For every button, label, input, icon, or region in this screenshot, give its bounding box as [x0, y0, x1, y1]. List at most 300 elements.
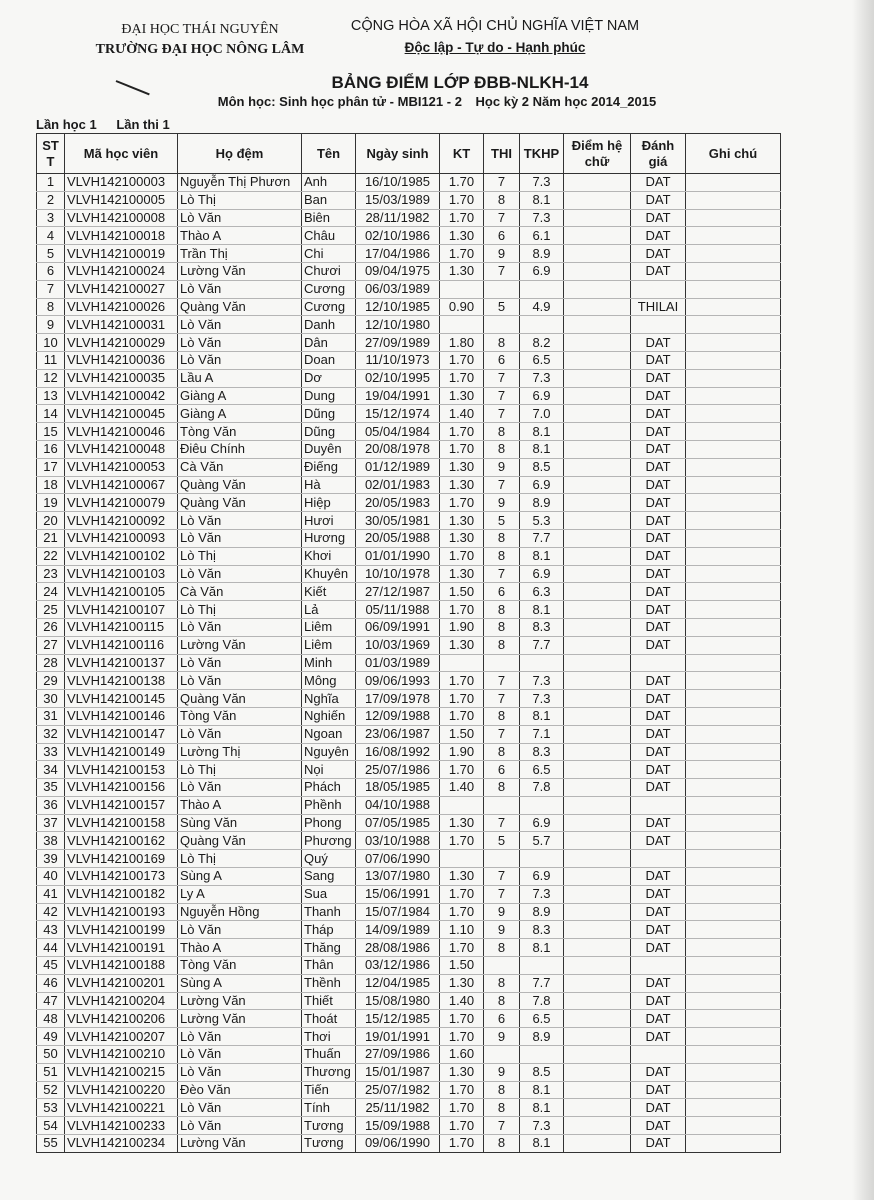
first-name-cell: Phương: [302, 832, 356, 850]
national-header: [340, 16, 650, 58]
final-score-cell: 7.3: [520, 369, 564, 387]
first-name-cell: Dũng: [302, 423, 356, 441]
kt-score-cell: 1.30: [440, 814, 484, 832]
student-id-cell: VLVH142100210: [65, 1046, 178, 1064]
final-score-cell: 8.5: [520, 1063, 564, 1081]
kt-score-cell: 1.30: [440, 1063, 484, 1081]
letter-grade-cell: [564, 494, 631, 512]
first-name-cell: Minh: [302, 654, 356, 672]
student-id-cell: VLVH142100234: [65, 1135, 178, 1153]
kt-score-cell: [440, 796, 484, 814]
letter-grade-cell: [564, 1028, 631, 1046]
evaluation-cell: DAT: [631, 245, 686, 263]
letter-grade-cell: [564, 850, 631, 868]
birth-date-cell: 13/07/1980: [356, 868, 440, 886]
table-row: [37, 618, 781, 636]
row-number-cell: 39: [37, 850, 65, 868]
first-name-cell: Dơ: [302, 369, 356, 387]
table-row: [37, 921, 781, 939]
final-score-cell: 4.9: [520, 298, 564, 316]
student-id-cell: VLVH142100107: [65, 601, 178, 619]
middle-name-cell: Lò Văn: [178, 654, 302, 672]
table-row: [37, 316, 781, 334]
evaluation-cell: DAT: [631, 992, 686, 1010]
evaluation-cell: [631, 654, 686, 672]
middle-name-cell: Lò Văn: [178, 1063, 302, 1081]
birth-date-cell: 25/11/1982: [356, 1099, 440, 1117]
kt-score-cell: [440, 850, 484, 868]
final-score-cell: 8.1: [520, 707, 564, 725]
final-score-cell: 8.3: [520, 921, 564, 939]
kt-score-cell: 1.70: [440, 369, 484, 387]
note-cell: [686, 868, 781, 886]
student-id-cell: VLVH142100158: [65, 814, 178, 832]
note-cell: [686, 761, 781, 779]
evaluation-cell: DAT: [631, 387, 686, 405]
kt-score-cell: 1.70: [440, 245, 484, 263]
student-id-cell: VLVH142100102: [65, 547, 178, 565]
row-number-cell: 13: [37, 387, 65, 405]
table-row: [37, 1028, 781, 1046]
middle-name-cell: Lường Văn: [178, 636, 302, 654]
exam-score-cell: 7: [484, 387, 520, 405]
row-number-cell: 12: [37, 369, 65, 387]
exam-score-cell: 5: [484, 512, 520, 530]
evaluation-cell: DAT: [631, 191, 686, 209]
note-cell: [686, 903, 781, 921]
exam-score-cell: 6: [484, 583, 520, 601]
first-name-cell: Khơi: [302, 547, 356, 565]
birth-date-cell: 20/08/1978: [356, 440, 440, 458]
middle-name-cell: Sùng A: [178, 868, 302, 886]
exam-score-cell: 7: [484, 868, 520, 886]
exam-score-cell: 8: [484, 636, 520, 654]
table-row: [37, 743, 781, 761]
kt-score-cell: 1.30: [440, 458, 484, 476]
table-row: [37, 814, 781, 832]
table-row: [37, 298, 781, 316]
table-row: [37, 583, 781, 601]
evaluation-cell: DAT: [631, 334, 686, 352]
row-number-cell: 53: [37, 1099, 65, 1117]
table-row: [37, 992, 781, 1010]
note-cell: [686, 618, 781, 636]
table-row: [37, 174, 781, 192]
evaluation-cell: DAT: [631, 1081, 686, 1099]
note-cell: [686, 351, 781, 369]
row-number-cell: 51: [37, 1063, 65, 1081]
exam-score-cell: [484, 850, 520, 868]
birth-date-cell: 18/05/1985: [356, 779, 440, 797]
table-row: [37, 227, 781, 245]
kt-score-cell: 1.70: [440, 672, 484, 690]
middle-name-cell: Thào A: [178, 939, 302, 957]
birth-date-cell: 02/10/1995: [356, 369, 440, 387]
row-number-cell: 37: [37, 814, 65, 832]
evaluation-cell: DAT: [631, 761, 686, 779]
middle-name-cell: Quàng Văn: [178, 476, 302, 494]
row-number-cell: 47: [37, 992, 65, 1010]
birth-date-cell: 12/10/1985: [356, 298, 440, 316]
evaluation-cell: DAT: [631, 209, 686, 227]
exam-score-cell: [484, 654, 520, 672]
table-row: [37, 369, 781, 387]
student-id-cell: VLVH142100156: [65, 779, 178, 797]
table-row: [37, 1117, 781, 1135]
note-cell: [686, 1063, 781, 1081]
row-number-cell: 21: [37, 529, 65, 547]
kt-score-cell: 1.70: [440, 1135, 484, 1153]
column-header: Ngày sinh: [356, 134, 440, 174]
student-id-cell: VLVH142100046: [65, 423, 178, 441]
evaluation-cell: DAT: [631, 583, 686, 601]
middle-name-cell: Lò Văn: [178, 280, 302, 298]
row-number-cell: 1: [37, 174, 65, 192]
exam-score-cell: 7: [484, 725, 520, 743]
birth-date-cell: 15/06/1991: [356, 885, 440, 903]
evaluation-cell: [631, 796, 686, 814]
table-row: [37, 903, 781, 921]
middle-name-cell: Lò Văn: [178, 725, 302, 743]
final-score-cell: 8.9: [520, 1028, 564, 1046]
note-cell: [686, 547, 781, 565]
note-cell: [686, 262, 781, 280]
birth-date-cell: 10/10/1978: [356, 565, 440, 583]
evaluation-cell: DAT: [631, 1099, 686, 1117]
student-id-cell: VLVH142100221: [65, 1099, 178, 1117]
first-name-cell: Điếng: [302, 458, 356, 476]
row-number-cell: 52: [37, 1081, 65, 1099]
note-cell: [686, 334, 781, 352]
student-id-cell: VLVH142100042: [65, 387, 178, 405]
birth-date-cell: 12/10/1980: [356, 316, 440, 334]
student-id-cell: VLVH142100147: [65, 725, 178, 743]
letter-grade-cell: [564, 601, 631, 619]
letter-grade-cell: [564, 636, 631, 654]
row-number-cell: 33: [37, 743, 65, 761]
page-title: BẢNG ĐIỂM LỚP ĐBB-NLKH-14: [331, 73, 589, 92]
first-name-cell: Doan: [302, 351, 356, 369]
evaluation-cell: DAT: [631, 1117, 686, 1135]
kt-score-cell: 1.80: [440, 334, 484, 352]
final-score-cell: 8.9: [520, 494, 564, 512]
exam-score-cell: 8: [484, 529, 520, 547]
first-name-cell: Tiến: [302, 1081, 356, 1099]
note-cell: [686, 369, 781, 387]
row-number-cell: 38: [37, 832, 65, 850]
row-number-cell: 54: [37, 1117, 65, 1135]
final-score-cell: 6.9: [520, 387, 564, 405]
exam-score-cell: 7: [484, 369, 520, 387]
row-number-cell: 27: [37, 636, 65, 654]
kt-score-cell: 1.10: [440, 921, 484, 939]
middle-name-cell: Ly A: [178, 885, 302, 903]
note-cell: [686, 1046, 781, 1064]
student-id-cell: VLVH142100031: [65, 316, 178, 334]
letter-grade-cell: [564, 761, 631, 779]
final-score-cell: 7.7: [520, 974, 564, 992]
exam-score-cell: 6: [484, 761, 520, 779]
column-header: Điểm hệ chữ: [564, 134, 631, 174]
final-score-cell: 7.0: [520, 405, 564, 423]
exam-score-cell: [484, 796, 520, 814]
kt-score-cell: 1.70: [440, 494, 484, 512]
exam-score-cell: 9: [484, 458, 520, 476]
row-number-cell: 8: [37, 298, 65, 316]
middle-name-cell: Lường Văn: [178, 1135, 302, 1153]
final-score-cell: 8.5: [520, 458, 564, 476]
evaluation-cell: DAT: [631, 405, 686, 423]
middle-name-cell: Lò Văn: [178, 779, 302, 797]
table-row: [37, 405, 781, 423]
kt-score-cell: 1.30: [440, 636, 484, 654]
middle-name-cell: Điêu Chính: [178, 440, 302, 458]
birth-date-cell: 14/09/1989: [356, 921, 440, 939]
study-attempt: Lần học 1: [36, 117, 97, 132]
first-name-cell: Ban: [302, 191, 356, 209]
note-cell: [686, 476, 781, 494]
first-name-cell: Liêm: [302, 636, 356, 654]
final-score-cell: 7.3: [520, 209, 564, 227]
final-score-cell: 6.1: [520, 227, 564, 245]
evaluation-cell: DAT: [631, 885, 686, 903]
first-name-cell: Thanh: [302, 903, 356, 921]
middle-name-cell: Lò Thị: [178, 850, 302, 868]
birth-date-cell: 27/09/1986: [356, 1046, 440, 1064]
first-name-cell: Tháp: [302, 921, 356, 939]
university-name: ĐẠI HỌC THÁI NGUYÊN: [121, 22, 279, 37]
exam-score-cell: 9: [484, 1063, 520, 1081]
birth-date-cell: 15/01/1987: [356, 1063, 440, 1081]
table-row: [37, 1135, 781, 1153]
letter-grade-cell: [564, 1010, 631, 1028]
table-row: [37, 423, 781, 441]
birth-date-cell: 19/04/1991: [356, 387, 440, 405]
kt-score-cell: 1.70: [440, 1099, 484, 1117]
evaluation-cell: [631, 957, 686, 975]
exam-score-cell: 5: [484, 298, 520, 316]
letter-grade-cell: [564, 458, 631, 476]
kt-score-cell: 1.70: [440, 1117, 484, 1135]
letter-grade-cell: [564, 992, 631, 1010]
final-score-cell: 7.3: [520, 690, 564, 708]
middle-name-cell: Sùng Văn: [178, 814, 302, 832]
first-name-cell: Liêm: [302, 618, 356, 636]
student-id-cell: VLVH142100003: [65, 174, 178, 192]
note-cell: [686, 458, 781, 476]
evaluation-cell: DAT: [631, 743, 686, 761]
final-score-cell: 7.7: [520, 636, 564, 654]
student-id-cell: VLVH142100201: [65, 974, 178, 992]
row-number-cell: 28: [37, 654, 65, 672]
table-row: [37, 440, 781, 458]
birth-date-cell: 25/07/1986: [356, 761, 440, 779]
evaluation-cell: DAT: [631, 921, 686, 939]
middle-name-cell: Lò Thị: [178, 601, 302, 619]
note-cell: [686, 814, 781, 832]
student-id-cell: VLVH142100029: [65, 334, 178, 352]
row-number-cell: 48: [37, 1010, 65, 1028]
note-cell: [686, 316, 781, 334]
exam-score-cell: 8: [484, 618, 520, 636]
row-number-cell: 16: [37, 440, 65, 458]
final-score-cell: 7.8: [520, 779, 564, 797]
final-score-cell: 6.9: [520, 814, 564, 832]
column-header: Tên: [302, 134, 356, 174]
row-number-cell: 7: [37, 280, 65, 298]
kt-score-cell: 1.40: [440, 779, 484, 797]
exam-score-cell: 7: [484, 1117, 520, 1135]
first-name-cell: Sang: [302, 868, 356, 886]
kt-score-cell: 1.70: [440, 423, 484, 441]
letter-grade-cell: [564, 1063, 631, 1081]
table-row: [37, 832, 781, 850]
middle-name-cell: Lò Văn: [178, 1046, 302, 1064]
middle-name-cell: Lò Văn: [178, 529, 302, 547]
row-number-cell: 45: [37, 957, 65, 975]
table-row: [37, 672, 781, 690]
note-cell: [686, 885, 781, 903]
birth-date-cell: 16/08/1992: [356, 743, 440, 761]
middle-name-cell: Đèo Văn: [178, 1081, 302, 1099]
row-number-cell: 24: [37, 583, 65, 601]
student-id-cell: VLVH142100153: [65, 761, 178, 779]
row-number-cell: 11: [37, 351, 65, 369]
kt-score-cell: 1.30: [440, 512, 484, 530]
table-row: [37, 494, 781, 512]
middle-name-cell: Thào A: [178, 227, 302, 245]
final-score-cell: 5.7: [520, 832, 564, 850]
student-id-cell: VLVH142100026: [65, 298, 178, 316]
evaluation-cell: DAT: [631, 725, 686, 743]
student-id-cell: VLVH142100018: [65, 227, 178, 245]
birth-date-cell: 15/08/1980: [356, 992, 440, 1010]
exam-attempt: Lần thi 1: [116, 117, 170, 132]
letter-grade-cell: [564, 690, 631, 708]
table-row: [37, 245, 781, 263]
middle-name-cell: Lò Văn: [178, 1117, 302, 1135]
note-cell: [686, 174, 781, 192]
first-name-cell: Tương: [302, 1117, 356, 1135]
evaluation-cell: DAT: [631, 601, 686, 619]
final-score-cell: 7.3: [520, 1117, 564, 1135]
letter-grade-cell: [564, 209, 631, 227]
middle-name-cell: Lò Văn: [178, 316, 302, 334]
evaluation-cell: DAT: [631, 423, 686, 441]
table-row: [37, 1099, 781, 1117]
table-row: [37, 1081, 781, 1099]
evaluation-cell: DAT: [631, 832, 686, 850]
final-score-cell: 8.1: [520, 1081, 564, 1099]
letter-grade-cell: [564, 387, 631, 405]
note-cell: [686, 1099, 781, 1117]
kt-score-cell: 1.30: [440, 565, 484, 583]
student-id-cell: VLVH142100036: [65, 351, 178, 369]
note-cell: [686, 672, 781, 690]
birth-date-cell: 02/01/1983: [356, 476, 440, 494]
note-cell: [686, 1028, 781, 1046]
student-id-cell: VLVH142100027: [65, 280, 178, 298]
note-cell: [686, 636, 781, 654]
exam-score-cell: 8: [484, 547, 520, 565]
student-id-cell: VLVH142100204: [65, 992, 178, 1010]
row-number-cell: 5: [37, 245, 65, 263]
student-id-cell: VLVH142100188: [65, 957, 178, 975]
note-cell: [686, 743, 781, 761]
note-cell: [686, 1135, 781, 1153]
page-edge-shadow: [852, 0, 874, 1200]
column-header: Mã học viên: [65, 134, 178, 174]
exam-score-cell: 8: [484, 974, 520, 992]
middle-name-cell: Cà Văn: [178, 583, 302, 601]
exam-score-cell: 9: [484, 245, 520, 263]
final-score-cell: 7.3: [520, 174, 564, 192]
exam-score-cell: 7: [484, 814, 520, 832]
evaluation-cell: DAT: [631, 351, 686, 369]
row-number-cell: 42: [37, 903, 65, 921]
final-score-cell: 5.3: [520, 512, 564, 530]
first-name-cell: Cương: [302, 280, 356, 298]
table-row: [37, 547, 781, 565]
note-cell: [686, 209, 781, 227]
final-score-cell: 6.5: [520, 351, 564, 369]
letter-grade-cell: [564, 796, 631, 814]
student-id-cell: VLVH142100138: [65, 672, 178, 690]
exam-score-cell: 9: [484, 921, 520, 939]
row-number-cell: 31: [37, 707, 65, 725]
middle-name-cell: Thào A: [178, 796, 302, 814]
note-cell: [686, 992, 781, 1010]
letter-grade-cell: [564, 885, 631, 903]
term-label: Học kỳ 2 Năm học 2014_2015: [475, 94, 657, 109]
final-score-cell: [520, 850, 564, 868]
student-id-cell: VLVH142100035: [65, 369, 178, 387]
letter-grade-cell: [564, 939, 631, 957]
first-name-cell: Biên: [302, 209, 356, 227]
middle-name-cell: Lò Thị: [178, 761, 302, 779]
exam-score-cell: 6: [484, 351, 520, 369]
evaluation-cell: DAT: [631, 672, 686, 690]
kt-score-cell: 1.70: [440, 1028, 484, 1046]
kt-score-cell: 1.30: [440, 868, 484, 886]
birth-date-cell: 01/01/1990: [356, 547, 440, 565]
row-number-cell: 17: [37, 458, 65, 476]
letter-grade-cell: [564, 868, 631, 886]
grades-table: [36, 133, 781, 1153]
letter-grade-cell: [564, 512, 631, 530]
evaluation-cell: DAT: [631, 1028, 686, 1046]
final-score-cell: 8.1: [520, 601, 564, 619]
row-number-cell: 35: [37, 779, 65, 797]
institution-header: [60, 20, 340, 60]
evaluation-cell: DAT: [631, 1010, 686, 1028]
exam-score-cell: 8: [484, 601, 520, 619]
note-cell: [686, 494, 781, 512]
exam-score-cell: 7: [484, 174, 520, 192]
subject-line: [0, 94, 874, 109]
evaluation-cell: DAT: [631, 458, 686, 476]
row-number-cell: 55: [37, 1135, 65, 1153]
kt-score-cell: [440, 654, 484, 672]
first-name-cell: Nọi: [302, 761, 356, 779]
student-id-cell: VLVH142100206: [65, 1010, 178, 1028]
row-number-cell: 6: [37, 262, 65, 280]
middle-name-cell: Tòng Văn: [178, 423, 302, 441]
final-score-cell: 6.3: [520, 583, 564, 601]
first-name-cell: Dân: [302, 334, 356, 352]
evaluation-cell: DAT: [631, 369, 686, 387]
middle-name-cell: Tòng Văn: [178, 707, 302, 725]
